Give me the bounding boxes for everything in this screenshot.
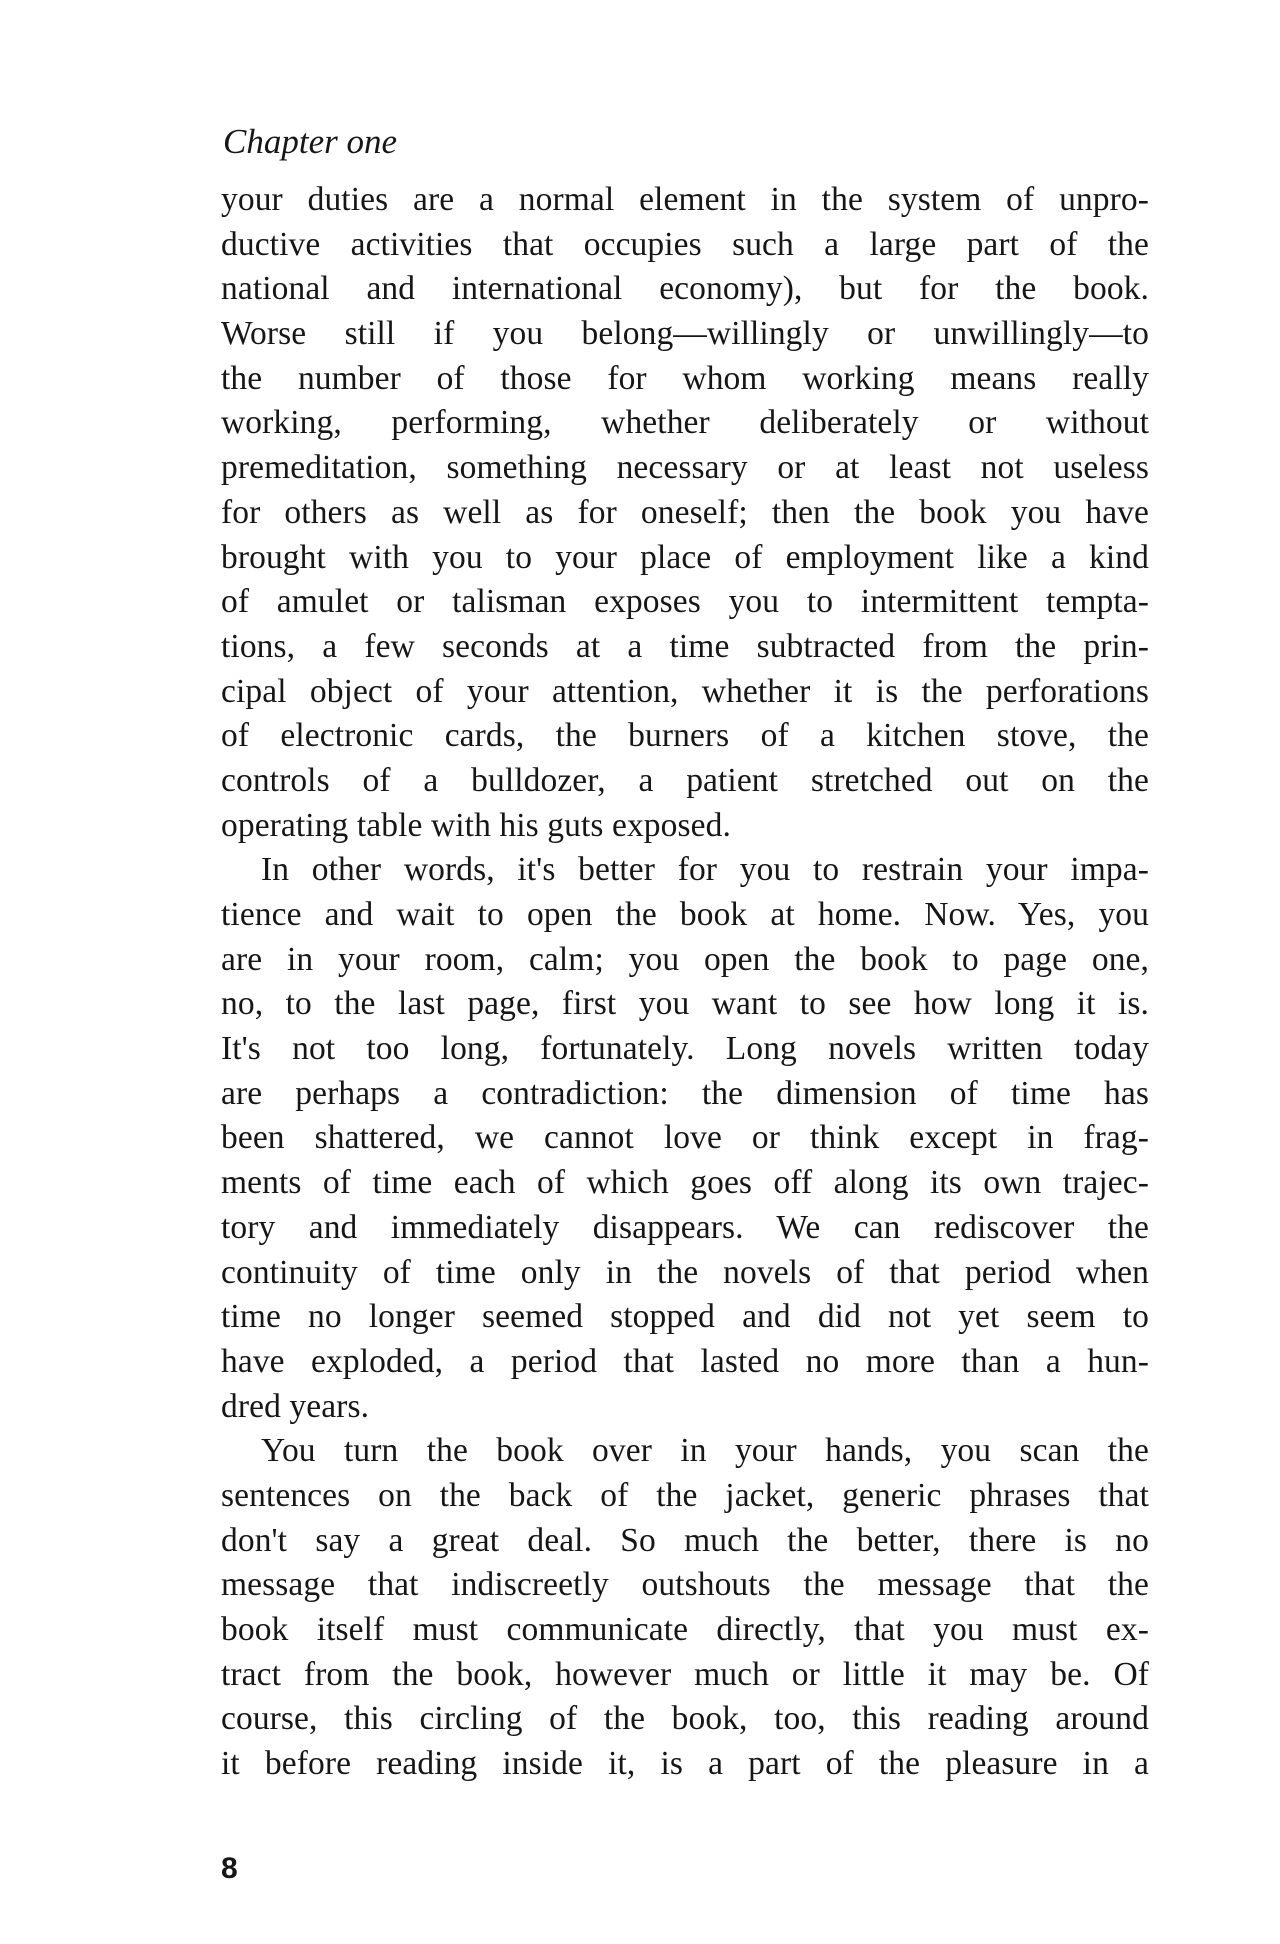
text-line: tions, a few seconds at a time subtracted from the prin- (221, 627, 1149, 665)
text-line: tience and wait to open the book at home. Now. Yes, you (221, 896, 1149, 933)
text-line: don't say a great deal. So much the better, there is no (221, 1521, 1149, 1559)
text-line: message that indiscreetly outshouts the message that the (221, 1566, 1149, 1604)
text-line: ductive activities that occupies such a large part of the (221, 225, 1149, 263)
text-line: sentences on the back of the jacket, generic phrases that (221, 1476, 1149, 1514)
text-line: your duties are a normal element in the system of unpro- (221, 181, 1149, 218)
text-line: are perhaps a contradiction: the dimension of time has (221, 1074, 1149, 1112)
text-line: national and international economy), but for the book. (221, 270, 1149, 308)
body-text (221, 178, 1149, 1787)
text-line: course, this circling of the book, too, this reading around (221, 1700, 1149, 1738)
text-line: time no longer seemed stopped and did not yet seem to (221, 1298, 1149, 1336)
text-line: controls of a bulldozer, a patient stretched out on the (221, 761, 1149, 799)
text-line: working, performing, whether deliberately or without (221, 404, 1149, 442)
text-line: no, to the last page, first you want to see how long it is. (221, 985, 1149, 1023)
text-line: the number of those for whom working means really (221, 359, 1149, 397)
text-line: have exploded, a period that lasted no more than a hun- (221, 1342, 1149, 1380)
text-line: dred years. (221, 1387, 370, 1425)
text-line: continuity of time only in the novels of that period when (221, 1253, 1149, 1291)
text-line: In other words, it's better for you to restrain your impa- (261, 851, 1149, 889)
text-line: tract from the book, however much or little it may be. Of (221, 1655, 1149, 1693)
text-line: for others as well as for oneself; then the book you have (221, 493, 1149, 531)
text-line: You turn the book over in your hands, you scan the (261, 1432, 1149, 1470)
text-line: brought with you to your place of employment like a kind (221, 538, 1149, 576)
text-line: of electronic cards, the burners of a kitchen stove, the (221, 717, 1149, 755)
text-line: Worse still if you belong—willingly or unwillingly—to (221, 315, 1149, 353)
text-line: tory and immediately disappears. We can rediscover the (221, 1208, 1149, 1246)
text-line: premeditation, something necessary or at least not useless (221, 449, 1149, 487)
text-line: it before reading inside it, is a part of the pleasure in a (221, 1745, 1149, 1783)
text-line: ments of time each of which goes off along its own trajec- (221, 1164, 1149, 1202)
text-line: cipal object of your attention, whether it is the perforations (221, 672, 1149, 710)
text-line: of amulet or talisman exposes you to intermittent tempta- (221, 583, 1149, 621)
text-line: It's not too long, fortunately. Long novels written today (221, 1030, 1149, 1068)
text-line: operating table with his guts exposed. (221, 806, 731, 844)
text-line: are in your room, calm; you open the book to page one, (221, 940, 1149, 978)
text-line: book itself must communicate directly, that you must ex- (221, 1611, 1149, 1648)
text-line: been shattered, we cannot love or think except in frag- (221, 1119, 1149, 1157)
running-head: Chapter one (223, 122, 398, 161)
page-number: 8 (221, 1852, 238, 1885)
